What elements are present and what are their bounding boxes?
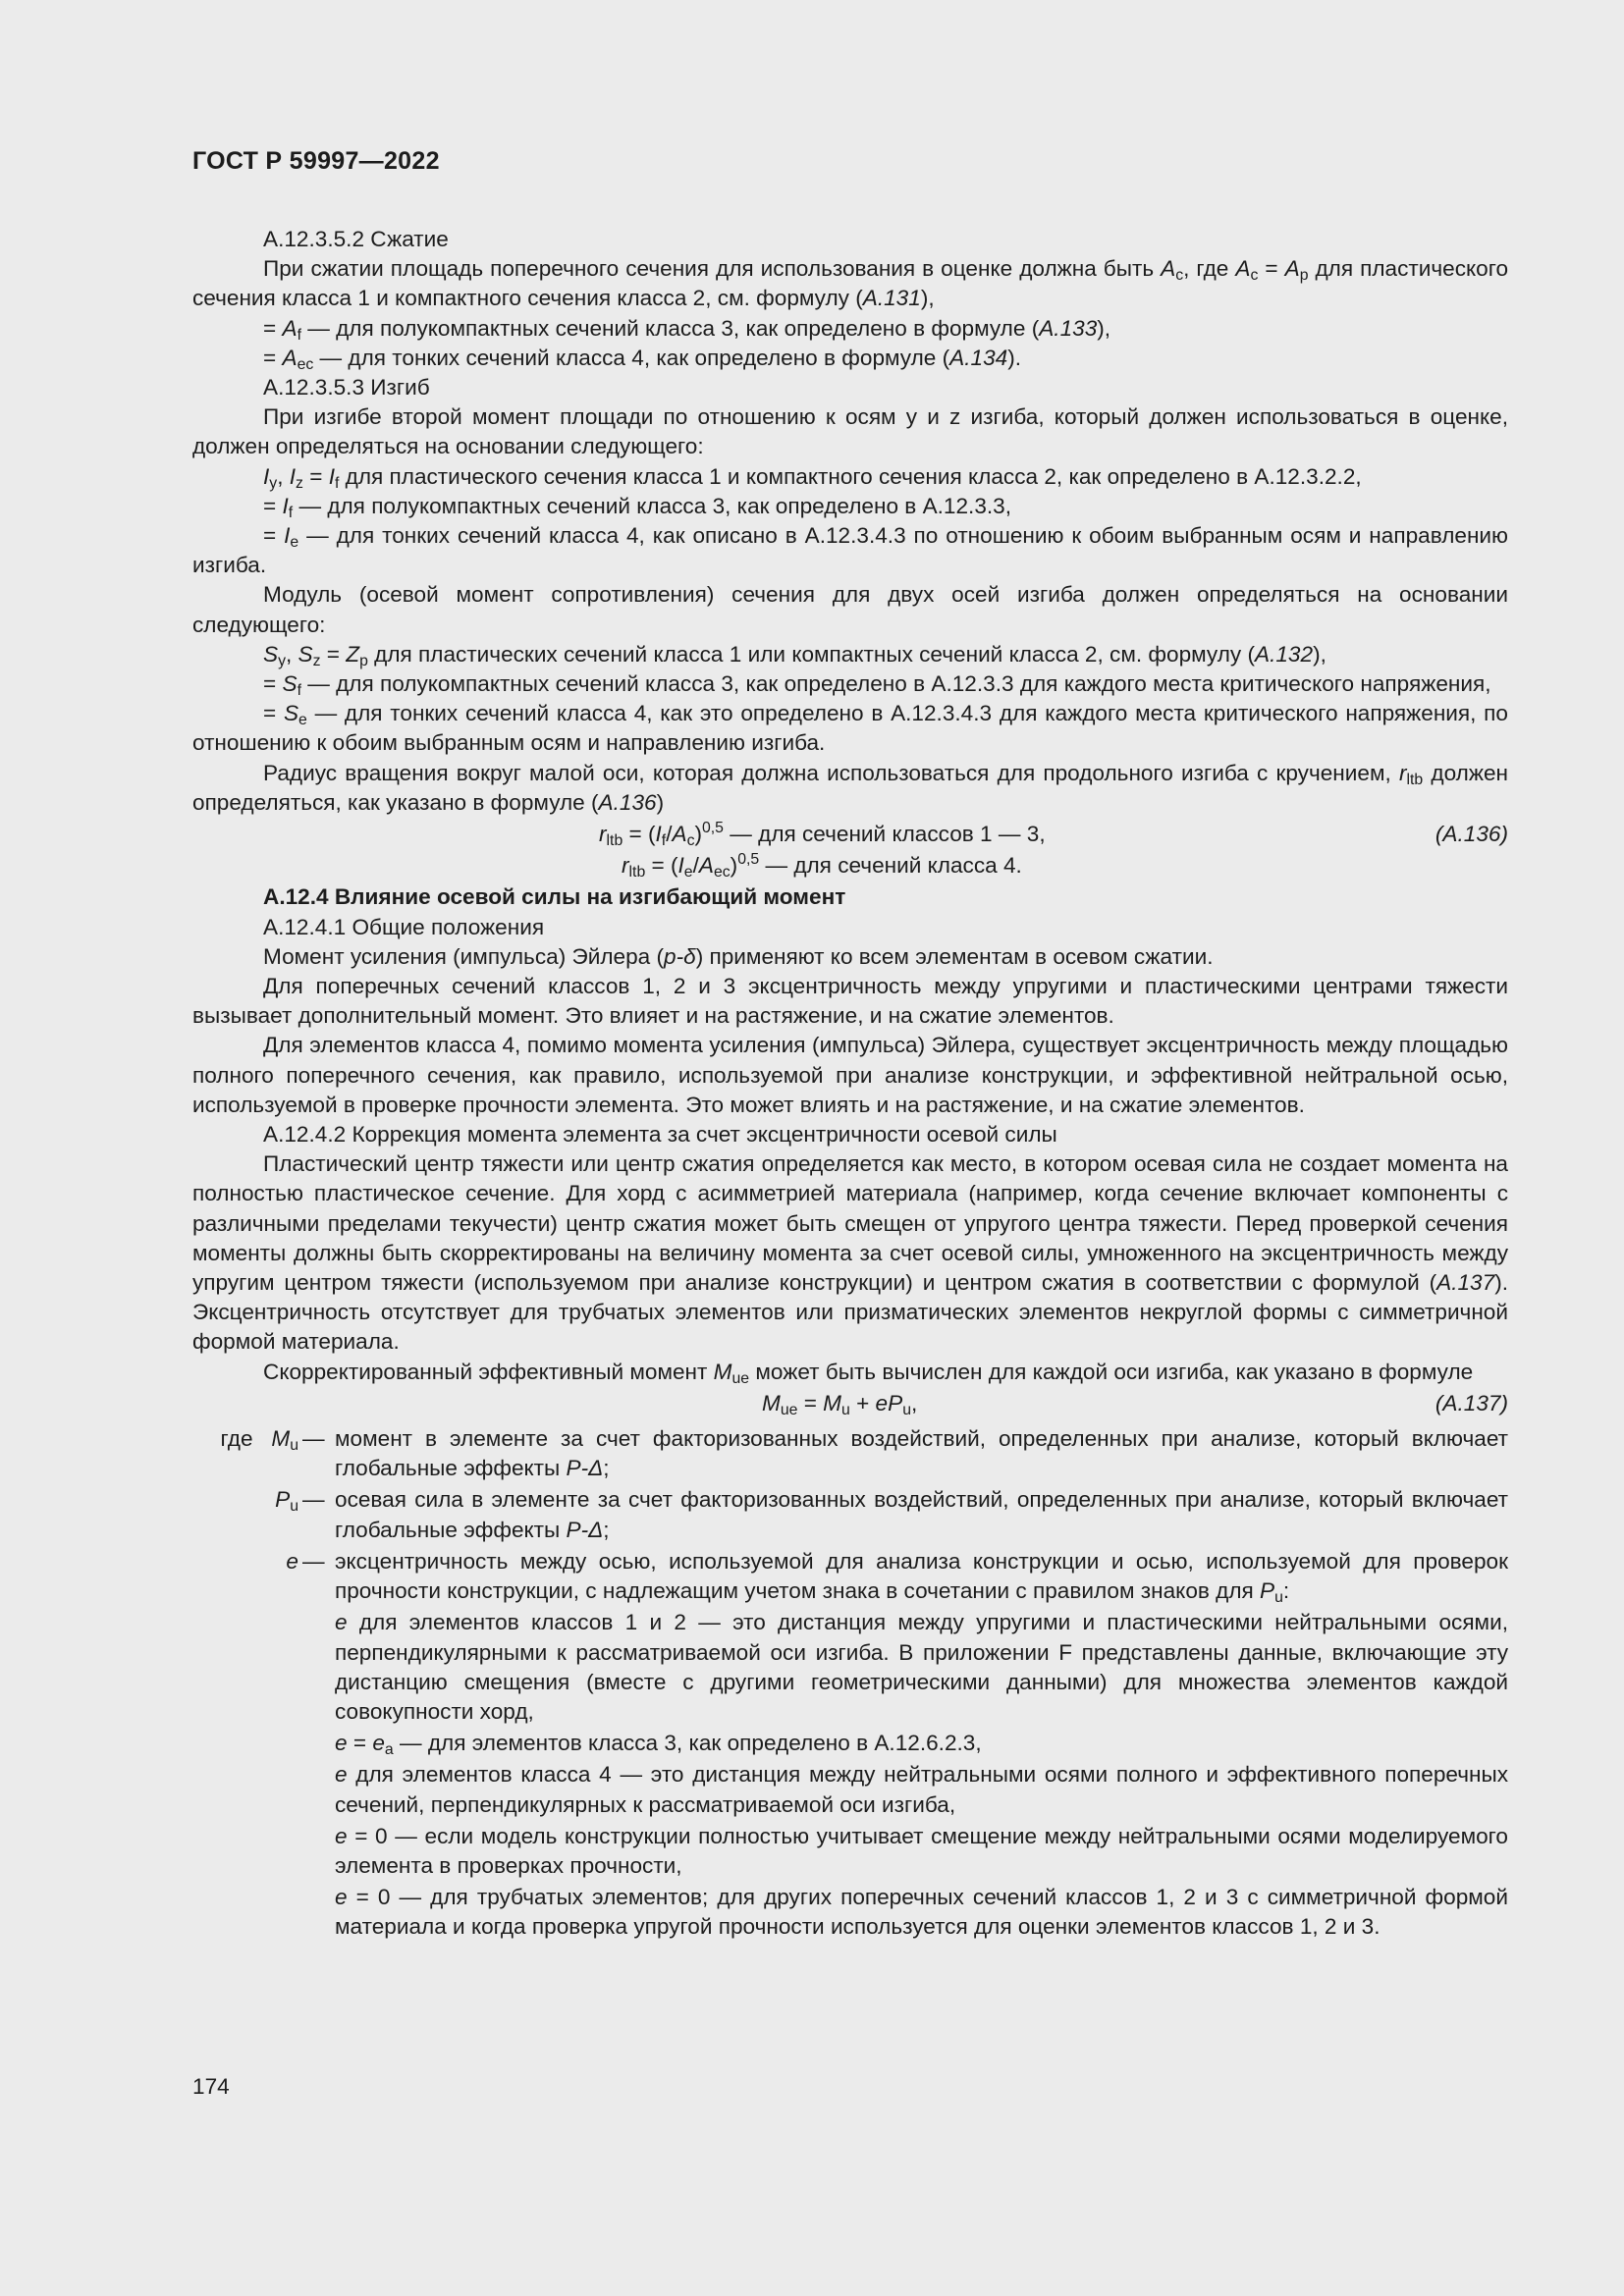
line-if: = $I_f$ — для полукомпактных сечений класса 3, как определено в А.12.3.3, xyxy=(263,493,1012,521)
paragraph-plastic-center: Пластический центр тяжести или центр сжатия определяется как место, в котором осевая сила не создает момента на полностью пластическое сечение. Для хорд с асимметрией материала (например, когда сечение включает компоненты с различными пределами текучести) центр сжатия может быть смещен от упругого центра тяжести. Перед проверкой сечения моменты должны быть скорректированы на величину момента за счет осевой силы, умноженного на эксцентричность между упругим центром тяжести (используемом при анализе конструкции) и центром сжатия в соответствии с формулой (A.137). Эксцентричность отсутствует для трубчатых элементов или призматических элементов некруглой формы с симметричной формой материала. xyxy=(192,1151,1508,1355)
paragraph-euler: Момент усиления (импульса) Эйлера (p-δ) применяют ко всем элементам в осевом сжатии. xyxy=(263,943,1214,969)
formula-a136-second-body: $r_{ltb} = (I_e/A_{ec})^{0,5}$ — для сечений класса 4. xyxy=(622,851,1022,881)
formula-a137 xyxy=(192,1389,1508,1418)
paragraph-effective-moment: Скорректированный эффективный момент $M_{ue}$ может быть вычислен для каждой оси изгиба, как указано в формуле xyxy=(263,1359,1474,1387)
paragraph-bending: При изгибе второй момент площади по отношению к осям y и z изгиба, который должен использоваться в оценке, должен определяться на основании следующего: xyxy=(192,404,1508,459)
formula-a137-body: $M_{ue} = M_u + eP_u$, xyxy=(762,1390,918,1418)
page-number: 174 xyxy=(192,2074,230,2099)
line-iy-iz: $I_y$, $I_z = I_f$ для пластического сечения класса 1 и компактного сечения класса 2, как определено в А.12.3.2.2, xyxy=(263,463,1362,492)
line-se: = $S_e$ — для тонких сечений класса 4, как это определено в А.12.3.4.3 для каждого места критического напряжения, по отношению к обоим выбранным осям и направлению изгиба. xyxy=(192,701,1508,756)
paragraph-classes-123: Для поперечных сечений классов 1, 2 и 3 эксцентричность между упругими и пластическими центрами тяжести вызывает дополнительный момент. Это влияет и на растяжение, и на сжатие элементов. xyxy=(192,974,1508,1029)
formula-a136 xyxy=(192,820,1508,849)
formula-a136-body: $r_{ltb} = (I_f/A_c)^{0,5}$ — для сечений классов 1 — 3, xyxy=(599,820,1046,850)
paragraph-radius: Радиус вращения вокруг малой оси, которая должна использоваться для продольного изгиба с кручением, $r_{ltb}$ должен определяться, как указано в формуле (A.136) xyxy=(192,760,1508,815)
where-e-classes-1-2: e для элементов классов 1 и 2 — это дистанция между упругими и пластическими нейтральными осями, перпендикулярными к рассматриваемой оси изгиба. В приложении F представлены данные, включающие эту дистанцию смещения (вместе с другими геометрическими данными) для множества элементов каждой совокупности хорд, xyxy=(335,1610,1508,1724)
line-sy-sz: $S_y$, $S_z = Z_p$ для пластических сечений класса 1 или компактных сечений класса 2, см. формулу (A.132), xyxy=(263,641,1326,669)
document-header: ГОСТ Р 59997—2022 xyxy=(192,147,440,175)
section-a12241: А.12.4.1 Общие положения xyxy=(263,914,545,939)
paragraph-modulus: Модуль (осевой момент сопротивления) сечения для двух осей изгиба должен определяться на основании следующего: xyxy=(192,582,1508,637)
formula-a137-number: (A.137) xyxy=(1435,1390,1508,1415)
section-a123553: А.12.3.5.3 Изгиб xyxy=(263,375,430,400)
where-item-pu: $P_u$ — осевая сила в элементе за счет факторизованных воздействий, определенных при анализе, который включает глобальные эффекты P-Δ; xyxy=(192,1485,1508,1544)
where-list xyxy=(192,1424,1508,1942)
line-af: = $A_f$ — для полукомпактных сечений класса 3, как определено в формуле (A.133), xyxy=(263,315,1111,344)
line-aec: = $A_{ec}$ — для тонких сечений класса 4, как определено в формуле (A.134). xyxy=(263,345,1022,373)
section-a123552: А.12.3.5.2 Сжатие xyxy=(263,227,449,251)
formula-a136-second xyxy=(192,851,1508,881)
section-a12242: А.12.4.2 Коррекция момента элемента за счет эксцентричности осевой силы xyxy=(263,1122,1057,1148)
where-e-class-3: $e = e_a$ — для элементов класса 3, как определено в А.12.6.2.3, xyxy=(335,1731,982,1759)
formula-a136-number: (A.136) xyxy=(1435,822,1508,847)
where-item-mu: где $M_u$ — момент в элементе за счет факторизованных воздействий, определенных при анализе, который включает глобальные эффекты P-Δ; xyxy=(192,1424,1508,1483)
line-ie: = $I_e$ — для тонких сечений класса 4, как описано в А.12.3.4.3 по отношению к обоим выбранным осям и направлению изгиба. xyxy=(192,523,1508,578)
where-label-e: e xyxy=(286,1548,298,1574)
line-sf: = $S_f$ — для полукомпактных сечений класса 3, как определено в А.12.3.3 для каждого места критического напряжения, xyxy=(263,671,1491,700)
where-item-e: e — эксцентричность между осью, используемой для анализа конструкции и осью, используемой для проверок прочности конструкции, с надлежащим учетом знака в сочетании с правилом знаков для $P_u$: xyxy=(192,1547,1508,1606)
where-e-zero-tubular: e = 0 — для трубчатых элементов; для других поперечных сечений классов 1, 2 и 3 с симметричной формой материала и когда проверка упругой прочности используется для оценки элементов классов 1, 2 и 3. xyxy=(335,1885,1508,1940)
where-label-pu: $P_u$ xyxy=(275,1487,298,1516)
paragraph-compression: При сжатии площадь поперечного сечения для использования в оценке должна быть $A_c$, где $A_c = A_p$ для пластического сечения класса 1 и компактного сечения класса 2, см. формулу (A.131), xyxy=(192,256,1509,311)
page-body xyxy=(192,225,1508,1945)
where-label-mu: где $M_u$ xyxy=(220,1426,298,1455)
paragraph-class-4: Для элементов класса 4, помимо момента усиления (импульса) Эйлера, существует эксцентричность между площадью полного поперечного сечения, как правило, используемой при анализе конструкции, и эффективной нейтральной осью, используемой в проверке прочности элемента. Это может влиять и на растяжение, и на сжатие элементов. xyxy=(192,1033,1508,1117)
where-e-zero-model: e = 0 — если модель конструкции полностью учитывает смещение между нейтральными осями моделируемого элемента в проверках прочности, xyxy=(335,1823,1508,1878)
section-a1224-heading: А.12.4 Влияние осевой силы на изгибающий момент xyxy=(263,884,846,910)
where-e-class-4: e для элементов класса 4 — это дистанция между нейтральными осями полного и эффективного поперечных сечений, перпендикулярных к рассматриваемой оси изгиба, xyxy=(335,1762,1508,1817)
